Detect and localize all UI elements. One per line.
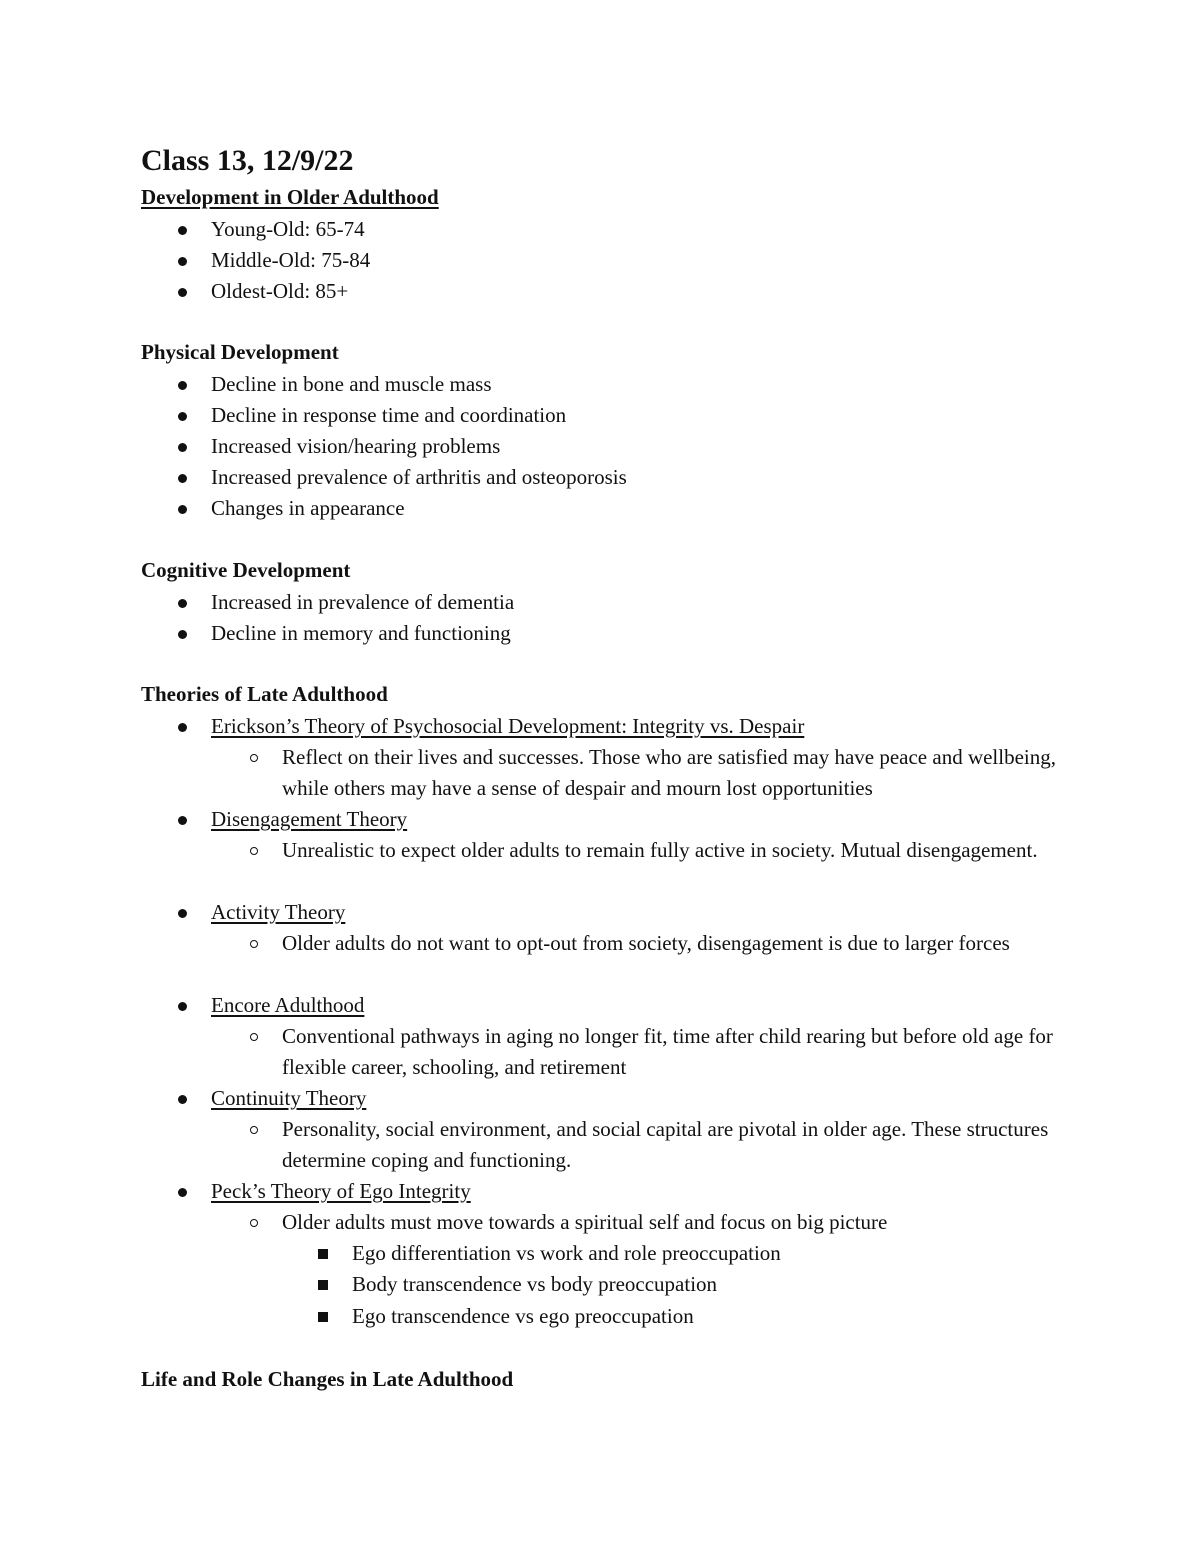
- theory-detail: Older adults must move towards a spiritual self and focus on big picture: [282, 1210, 888, 1234]
- list-item: Increased in prevalence of dementia: [211, 590, 515, 614]
- bullet-disc-icon: [178, 1188, 187, 1197]
- page-title: Class 13, 12/9/22: [141, 144, 354, 177]
- theory-detail: Personality, social environment, and social capital are pivotal in older age. These structures determine coping and functioning.: [282, 1117, 1049, 1172]
- list-item: Young-Old: 65-74: [211, 217, 365, 241]
- list-item: Decline in memory and functioning: [211, 621, 511, 645]
- list-item: Changes in appearance: [211, 496, 405, 520]
- theory-detail: Older adults do not want to opt-out from society, disengagement is due to larger forces: [282, 931, 1010, 955]
- list-item: Decline in bone and muscle mass: [211, 372, 492, 396]
- list-item: Body transcendence vs body preoccupation: [352, 1272, 718, 1296]
- theory-title: Peck’s Theory of Ego Integrity: [211, 1179, 471, 1203]
- list-item: Increased prevalence of arthritis and osteoporosis: [211, 465, 627, 489]
- bullet-disc-icon: [178, 1095, 187, 1104]
- bullet-disc-icon: [178, 505, 187, 514]
- list-item: Decline in response time and coordination: [211, 403, 567, 427]
- bullet-disc-icon: [178, 288, 187, 297]
- section-heading-life-role-changes: Life and Role Changes in Late Adulthood: [141, 1367, 514, 1391]
- theory-title: Encore Adulthood: [211, 993, 365, 1017]
- bullet-disc-icon: [178, 1002, 187, 1011]
- bullet-circle-icon: [250, 1126, 258, 1134]
- theory-detail: Unrealistic to expect older adults to remain fully active in society. Mutual disengagement.: [282, 838, 1038, 862]
- bullet-circle-icon: [250, 940, 258, 948]
- theory-title: Activity Theory: [211, 900, 346, 924]
- bullet-square-icon: [318, 1280, 328, 1290]
- bullet-circle-icon: [250, 1033, 258, 1041]
- theory-title: Continuity Theory: [211, 1086, 367, 1110]
- section-heading-development: Development in Older Adulthood: [141, 185, 439, 209]
- bullet-disc-icon: [178, 226, 187, 235]
- bullet-disc-icon: [178, 723, 187, 732]
- bullet-disc-icon: [178, 412, 187, 421]
- bullet-disc-icon: [178, 599, 187, 608]
- list-item: Ego differentiation vs work and role preoccupation: [352, 1241, 781, 1265]
- bullet-disc-icon: [178, 474, 187, 483]
- theory-detail: Reflect on their lives and successes. Those who are satisfied may have peace and wellbeing, while others may have a sense of despair and mourn lost opportunities: [282, 745, 1057, 800]
- theory-title: Disengagement Theory: [211, 807, 408, 831]
- list-item: Middle-Old: 75-84: [211, 248, 371, 272]
- bullet-disc-icon: [178, 257, 187, 266]
- list-item: Ego transcendence vs ego preoccupation: [352, 1304, 694, 1328]
- list-item: Oldest-Old: 85+: [211, 279, 349, 303]
- section-heading-physical: Physical Development: [141, 340, 339, 364]
- bullet-disc-icon: [178, 381, 187, 390]
- theory-title: Erickson’s Theory of Psychosocial Development: Integrity vs. Despair: [211, 714, 805, 738]
- theory-detail: Conventional pathways in aging no longer fit, time after child rearing but before old age for flexible career, schooling, and retirement: [282, 1024, 1053, 1079]
- bullet-disc-icon: [178, 630, 187, 639]
- bullet-disc-icon: [178, 909, 187, 918]
- bullet-circle-icon: [250, 847, 258, 855]
- bullet-circle-icon: [250, 1219, 258, 1227]
- bullet-square-icon: [318, 1249, 328, 1259]
- bullet-disc-icon: [178, 443, 187, 452]
- bullet-circle-icon: [250, 754, 258, 762]
- bullet-square-icon: [318, 1312, 328, 1322]
- section-heading-theories: Theories of Late Adulthood: [141, 682, 388, 706]
- list-item: Increased vision/hearing problems: [211, 434, 501, 458]
- section-heading-cognitive: Cognitive Development: [141, 558, 351, 582]
- bullet-disc-icon: [178, 816, 187, 825]
